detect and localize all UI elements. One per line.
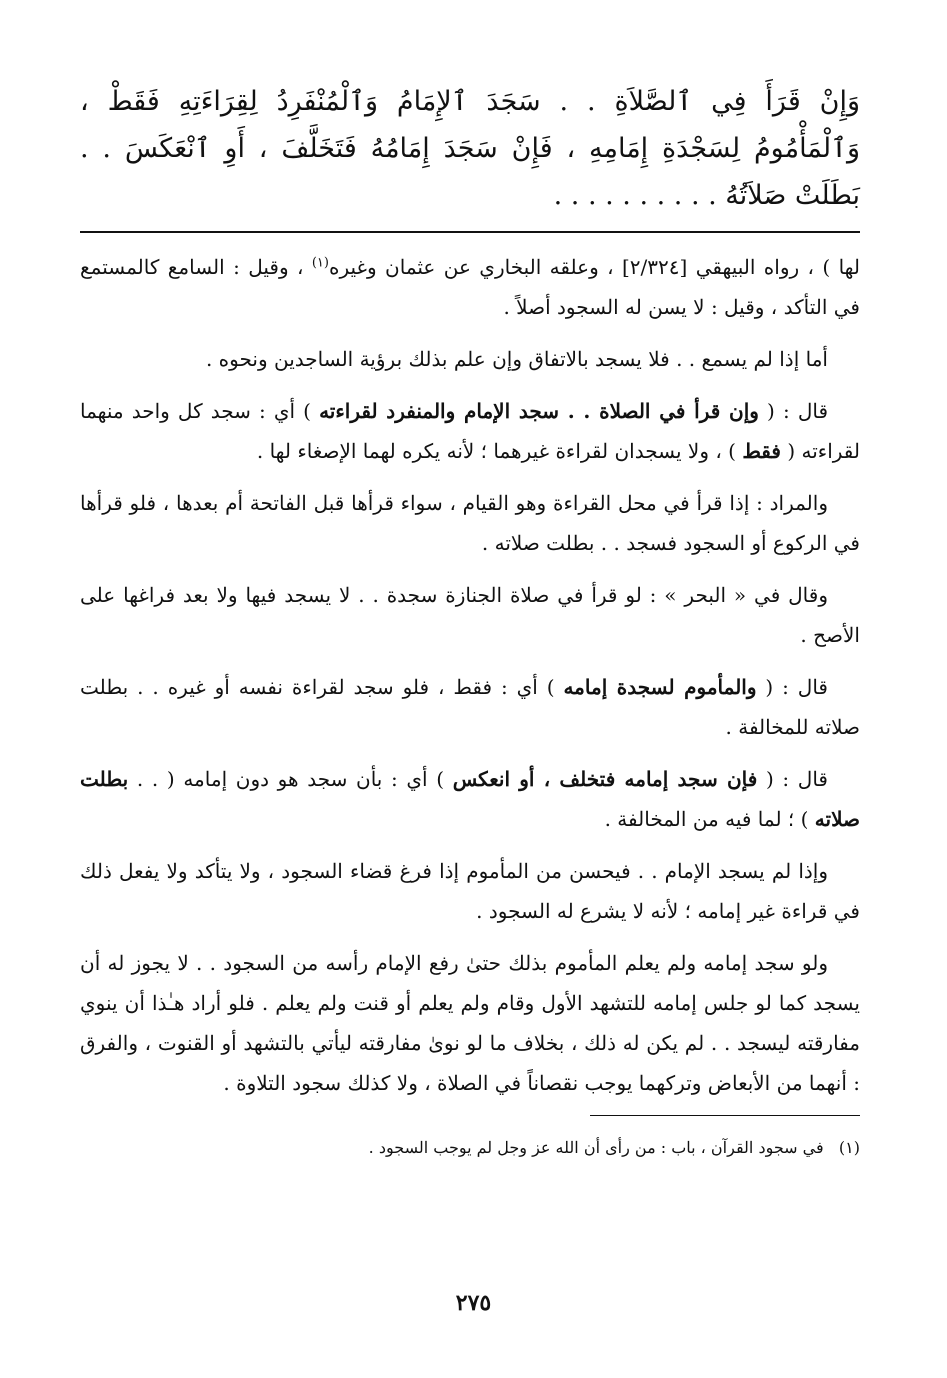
commentary-paragraph: قال : ( فإن سجد إمامه فتخلف ، أو انعكس ) أي : بأن سجد هو دون إمامه ( . . بطلت صلاته ) ؛ لما فيه من المخالفة . xyxy=(80,767,860,831)
quoted-matn: وإن قرأ في الصلاة . . سجد الإمام والمنفرد لقراءته xyxy=(319,399,759,423)
commentary-paragraph: وقال في « البحر » : لو قرأ في صلاة الجنازة سجدة . . لا يسجد فيها ولا بعد فراغها على الأصح . xyxy=(80,583,860,647)
quoted-matn: بطلت صلاته xyxy=(80,767,860,831)
commentary xyxy=(80,247,860,1103)
commentary-paragraph: أما إذا لم يسمع . . فلا يسجد بالاتفاق وإن علم بذلك برؤية الساجدين ونحوه . xyxy=(205,347,828,371)
footnote-text: في سجود القرآن ، باب : من رأى أن الله عز وجل لم يوجب السجود . xyxy=(368,1138,824,1157)
commentary-paragraph: قال : ( والمأموم لسجدة إمامه ) أي : فقط ، فلو سجد لقراءة نفسه أو غيره . . بطلت صلاته للمخالفة . xyxy=(80,675,860,739)
quoted-matn: فإن سجد إمامه فتخلف ، أو انعكس xyxy=(452,767,758,791)
footnote-reference: (١) xyxy=(311,255,329,271)
quoted-matn: فقط xyxy=(742,439,781,463)
matn-separator-line xyxy=(80,231,860,233)
footnote-separator-line xyxy=(590,1115,860,1116)
commentary-paragraph: وإذا لم يسجد الإمام . . فيحسن من المأموم إذا فرغ قضاء السجود ، ولا يتأكد ولا يفعل ذلك في قراءة غير إمامه ؛ لأنه لا يشرع له السجود . xyxy=(80,859,860,923)
commentary-paragraph: ولو سجد إمامه ولم يعلم المأموم بذلك حتىٰ رفع الإمام رأسه من السجود . . لا يجوز له أن يسجد كما لو جلس إمامه للتشهد الأول وقام ولم يعلم أو قنت ولم يعلم . فلو أراد هـٰذا أن ينوي مفارقته ليسجد . . لم يكن له ذلك ، بخلاف ما لو نوىٰ مفارقته ليأتي بالتشهد أو القنوت ، والفرق : أنهما من الأبعاض وتركهما يوجب نقصاناً في الصلاة ، ولا كذلك سجود التلاوة . xyxy=(80,951,860,1095)
commentary-paragraph: قال : ( وإن قرأ في الصلاة . . سجد الإمام والمنفرد لقراءته ) أي : سجد كل واحد منهما لقراءته ( فقط ) ، ولا يسجدان لقراءة غيرهما ؛ لأنه يكره لهما الإصغاء لها . xyxy=(80,399,860,463)
commentary-paragraph: لها ) ، رواه البيهقي [٢/٣٢٤] ، وعلقه البخاري عن عثمان وغيره$^{(١)}$ ، وقيل : السامع كالمستمع في التأكد ، وقيل : لا يسن له السجود أصلاً . xyxy=(80,255,860,319)
page-number: ٢٧٥ xyxy=(455,1290,492,1316)
footnote xyxy=(80,1134,860,1162)
matn-text: وَإِنْ قَرَأَ فِي ٱلصَّلاَةِ . . سَجَدَ ٱلإِمَامُ وَٱلْمُنْفَرِدُ لِقِرَاءَتِهِ فَقَطْ ، وَٱلْمَأْمُومُ لِسَجْدَةِ إِمَامِهِ ، فَإِنْ سَجَدَ إِمَامُهُ فَتَخَلَّفَ ، أَوِ ٱنْعَكَسَ . . بَطَلَتْ صَلاَتُهُ . . . . . . . . . . xyxy=(80,86,860,211)
footnote-marker: (١) xyxy=(838,1138,860,1157)
quoted-matn: والمأموم لسجدة إمامه xyxy=(563,675,757,699)
commentary-paragraph: والمراد : إذا قرأ في محل القراءة وهو القيام ، سواء قرأها قبل الفاتحة أم بعدها ، فلو قرأها في الركوع أو السجود فسجد . . بطلت صلاته . xyxy=(80,491,860,555)
page-body xyxy=(80,78,860,1162)
